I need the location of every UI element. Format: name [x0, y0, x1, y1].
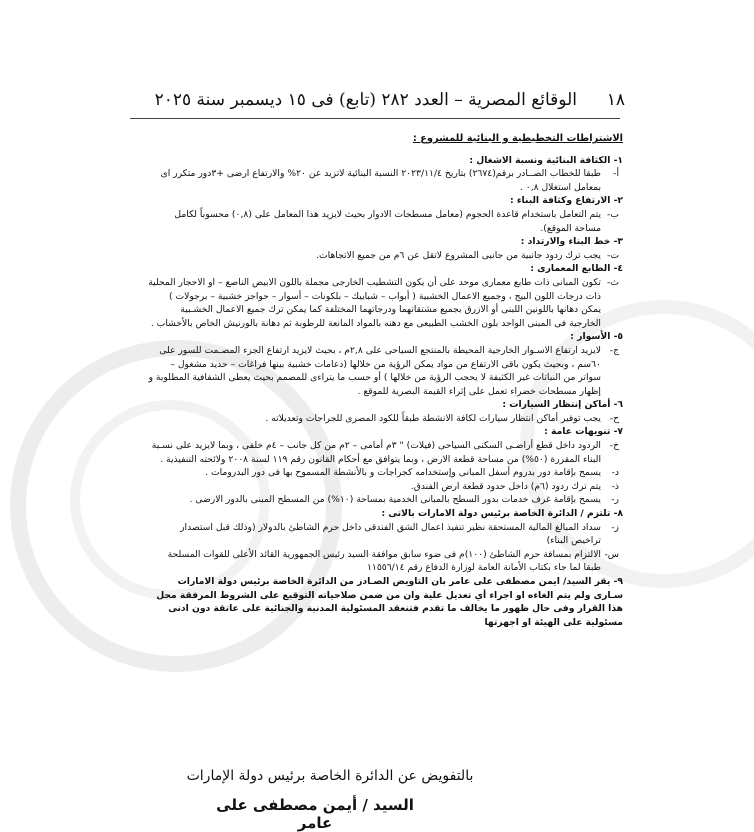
- publication-line: الوقائع المصرية – العدد ٢٨٢ (تابع) فى ١٥ ديسمبر سنة ٢٠٢٥: [154, 90, 577, 110]
- item-label: ج-: [609, 344, 619, 356]
- document-body: [148, 130, 623, 629]
- item-text: الالتزام بمسافة حرم الشاطئ (١٠٠)م فى ضوء سابق موافقة السيد رئيس الجمهورية القائد الأعلى للقوات المسلحة طبقا لما جاء بكتاب الأمانة العامة لوزارة الدفاع رقم ١١٥٥٦/١٤: [167, 548, 601, 574]
- section-title: الاشتراطات التخطيطية و البنائية للمشروع :: [412, 133, 623, 144]
- item-label: ب-: [607, 208, 619, 220]
- condition-item: [148, 249, 623, 263]
- condition-item: [148, 276, 623, 330]
- condition-item: [148, 167, 623, 194]
- item-text: يجب ترك ردود جانبية من جانبى المشروع لاتقل عن ٦م من جميع الاتجاهات.: [316, 249, 601, 261]
- item-text: الردود داخل قطع أراضـى السكنى السياحى (فيلات) " ٣م أمامى – ٢م من كل جانب – ٤م خلفى ، وبما لايزيد على نسـبة البناء المقررة (٥٠%) من مساحة قطعة الارض ، وبما يتوافق مع أحكام القانون رقم ١١٩ لسنة ٢٠٠٨ ولائحته التنفيذية .: [151, 440, 601, 465]
- condition-item: [148, 480, 623, 494]
- clause-heading: ٣- خط البناء والارتداد :: [520, 236, 623, 248]
- item-text: يسمح بإقامة دور بدروم أسفل المبانى وإستخدامه كجراجات و بالأنشطة المسموح بها فى دور البدرومات .: [205, 467, 601, 479]
- signatory-name: السيد / أيمن مصطفى على عامر: [216, 796, 414, 832]
- clause-heading: ٨- تلتزم / الدائرة الخاصة برئيس دولة الامارات بالاتى :: [381, 508, 623, 520]
- item-text: تكون المبانى ذات طابع معمارى موحد على أن يكون التشطيب الخارجى مجملة باللون الابيض الناصع – او الاحجار المحلية ذات درجات اللون البيج ، وجميع الاعمال الخشبية ( أبواب – شبابيك – بلكونات – أسوار – حواجز خشبية – برجولات ) يمكن دهانها باللونين اللبنى أو الازرق بجميع مشتقاتهما ودرجاتهما المختلفة كما يمكن ترك جميع الاعمال الخشـبية الخارجية فى المبنى الواحد بلون الخشب الطبيعى مع دهنه بالمواد المانعة للرطوبة ثم دهانة بالورنيش الخاص بالأخشاب .: [148, 276, 601, 329]
- item-label: س-: [604, 548, 619, 560]
- clause-heading: ٢- الارتفاع وكثافة البناء :: [509, 195, 623, 207]
- item-label: ث-: [607, 276, 619, 288]
- condition-item: [148, 493, 623, 507]
- page-number: ١٨: [606, 90, 625, 110]
- condition-item: [148, 548, 623, 575]
- item-label: أ-: [613, 168, 619, 180]
- condition-item: [148, 344, 623, 398]
- clause-heading: ٦- أماكن إنتظار السيارات :: [502, 399, 623, 411]
- clause-heading: ١- الكثافة البنائية ونسبة الاشغال :: [469, 154, 623, 166]
- item-label: د-: [611, 467, 619, 479]
- item-label: ر-: [611, 494, 619, 506]
- item-text: يتم ترك ردود (٦م) داخل حدود قطعة ارض الفندق.: [410, 480, 601, 492]
- clause-heading: ٥- الأسوار :: [570, 331, 623, 343]
- clause-heading: ٧- تنويهات عامة :: [544, 426, 623, 438]
- clause-heading: ٤- الطابع المعمارى :: [530, 263, 623, 275]
- item-label: خ-: [609, 440, 619, 452]
- item-text: طبقا للخطاب الصــادر برقم(٢٦٧٤) بتاريخ ٢٠٢٣/١١/٤ النسبة البنائية لاتزيد عن ٢٠% والارتفاع ارضى +٣دور متكرر اى بمعامل استغلال ٠,٨ .: [160, 168, 601, 193]
- declaration-clause: ٩- يقر السيد/ ايمن مصطفى على عامر بان التاويض الصـادر من الدائرة الخاصة برئيس دولة الامارات سـارى ولم يتم الغاءه او اجراء أي تعديل علية وان من ضمن صلاحياته التوقيع على الشروط المرفقة محل هذا القرار وفى حال ظهور ما يخالف ما تقدم فتنعقد المسئولية المدنية والجنائية على عاتقة دون ادنى مسئولية على الهيئة او اجهزتها: [156, 576, 623, 628]
- condition-item: [148, 466, 623, 480]
- item-text: يتم التعامل باستخدام قاعدة الحجوم (معامل مسطحات الادوار بحيث لايزيد هذا المعامل على (٠,٨) محسوباً لكامل مساحة الموقع).: [174, 208, 601, 234]
- item-label: ذ-: [611, 480, 619, 492]
- item-text: يجب توفير أماكن انتظار سيارات لكافة الانشطة طبقاً للكود المصرى للجراجات وتعديلاته .: [265, 412, 601, 424]
- condition-item: [148, 439, 623, 466]
- header-rule: [130, 118, 620, 119]
- item-text: لايزيد ارتفاع الاسـوار الخارجية المحيطة بالمنتجع السياحى على ٢,٨م ، بحيث لايزيد ارتفاع الجزء المصـمت للسور على ٦٠سم ، وبحيث يكون باقى الارتفاع من مواد يمكن الرؤية من خلالها (دعامات خشبية بينها فراغات – حديد مشغول – سواتر من النباتات غير الكثيفة لا يحجب الرؤية من خلالها ) أو حسب ما يتراءى للمصمم بحيث يعطى الشفافية المطلوبة و إظهار مسطحات خضراء تعمل على إثراء القيمة البصرية للموقع .: [148, 344, 601, 397]
- condition-item: [148, 521, 623, 548]
- item-text: يسمح بإقامة غرف خدمات بدور السطح بالمبانى الخدمية بمساحة (١٠%) من المسطح المبنى بالدور الارضى .: [189, 494, 601, 506]
- conditions-list: [148, 154, 623, 630]
- item-label: ح-: [609, 412, 619, 424]
- condition-item: [148, 412, 623, 426]
- item-label: ت-: [607, 249, 619, 261]
- signature-line: بالتفويض عن الدائرة الخاصة برئيس دولة الإمارات: [186, 768, 474, 784]
- item-label: ز-: [611, 521, 619, 533]
- item-text: سداد المبالغ المالية المستحقة نظير تنفيذ اعمال الشق الفندقى داخل حرم الشاطئ بالدولار (وذلك قبل استصدار تراخيص البناء): [180, 521, 601, 547]
- condition-item: [148, 208, 623, 235]
